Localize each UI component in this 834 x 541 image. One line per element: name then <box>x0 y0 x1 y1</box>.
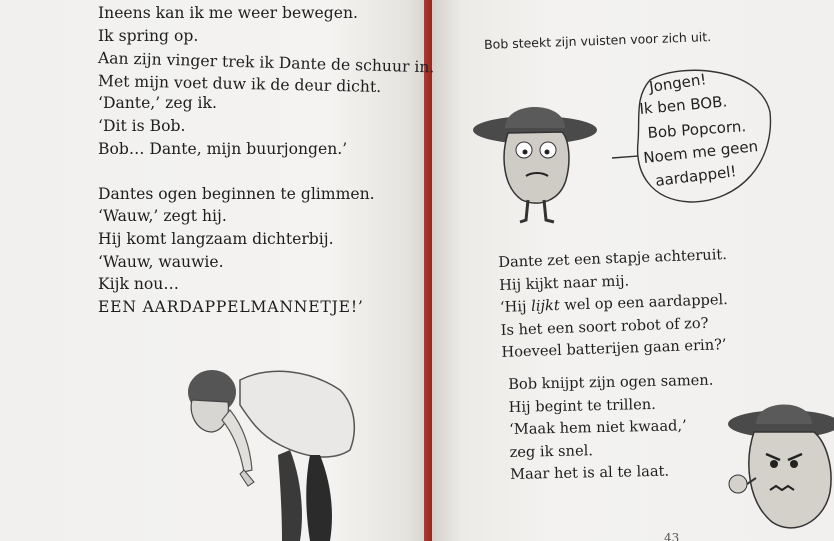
bubble-line: Ik ben BOB. <box>638 92 728 118</box>
text-line: Maar het is al te laat. <box>509 463 670 484</box>
bob-potato-illustration-top <box>470 88 600 228</box>
bubble-line: Noem me geen <box>642 137 759 167</box>
bubble-line: Bob Popcorn. <box>647 117 747 142</box>
text-line: Ik spring op. <box>98 26 199 45</box>
text-line: ‘Wauw, wauwie. <box>98 252 224 271</box>
text-line: Aan zijn vinger trek ik Dante de schuur in. <box>97 49 435 77</box>
speech-bubble <box>610 62 775 210</box>
text-line: ‘Dante,’ zeg ik. <box>98 94 217 113</box>
text-line: Hij kijkt naar mij. <box>498 272 630 294</box>
text-line: Met mijn voet duw ik de deur dicht. <box>97 71 382 96</box>
angry-bob-potato-illustration <box>714 392 834 541</box>
emphasis-word: lijkt <box>530 297 560 316</box>
text-line: Hij komt langzaam dichterbij. <box>98 229 334 248</box>
text-line: ‘Hij lijkt wel op een aardappel. <box>499 291 729 317</box>
bubble-line: aardappel! <box>654 162 738 190</box>
right-page-block-2 <box>508 370 716 487</box>
text-line: Hoeveel batterijen gaan erin?’ <box>501 336 727 362</box>
page-number: 43 <box>664 531 680 541</box>
bubble-line: Jongen! <box>648 70 708 96</box>
text-line: Is het een soort robot of zo? <box>500 314 709 339</box>
text-line: Bob knijpt zijn ogen samen. <box>508 371 714 393</box>
text-line: Ineens kan ik me weer bewegen. <box>98 4 358 22</box>
text-line: Bob… Dante, mijn buurjongen.’ <box>98 139 348 158</box>
text-line: ‘Wauw,’ zegt hij. <box>98 207 227 226</box>
illustration-caption: Bob steekt zijn vuisten voor zich uit. <box>483 29 712 52</box>
text-line: Hij begint te trillen. <box>508 395 656 416</box>
text-line: ‘Maak hem niet kwaad,’ <box>508 417 687 439</box>
right-page-block-1 <box>498 244 730 365</box>
text-line: Dante zet een stapje achteruit. <box>498 246 728 271</box>
text-line: EEN AARDAPPELMANNETJE!’ <box>98 297 364 316</box>
text-line: Dantes ogen beginnen te glimmen. <box>98 184 375 203</box>
text-line: Kijk nou… <box>98 275 179 294</box>
text-line: zeg ik snel. <box>509 442 594 461</box>
text-line: ‘Dit is Bob. <box>98 116 186 135</box>
left-page-text <box>98 2 435 318</box>
boy-bending-over-illustration <box>170 360 370 541</box>
